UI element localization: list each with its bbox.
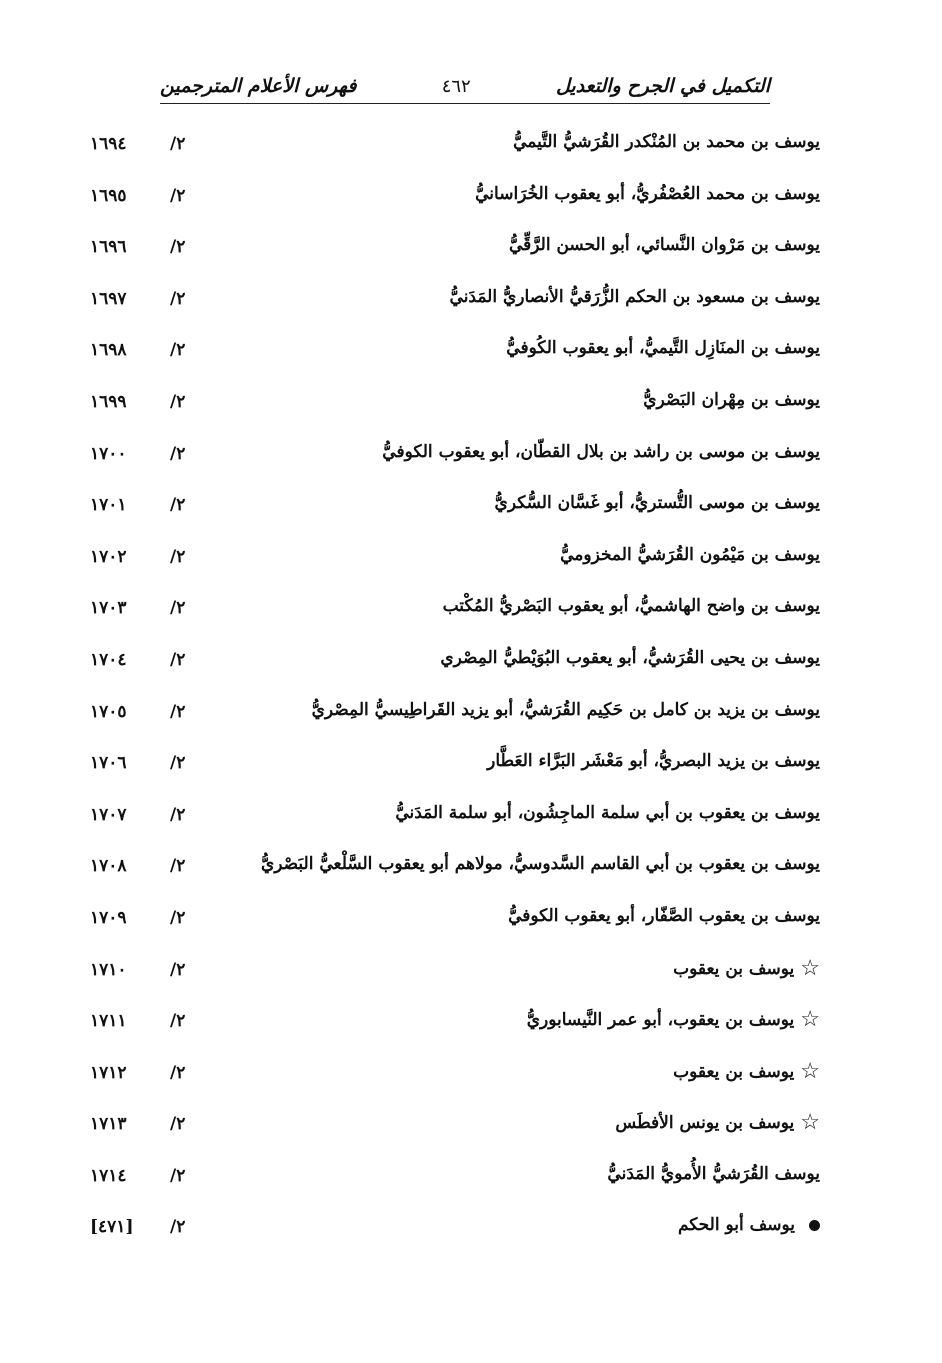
entry-name: [506, 338, 820, 358]
star-icon: ☆: [800, 955, 820, 981]
entry-volume: ٢/: [170, 753, 186, 774]
star-icon: ☆: [800, 1007, 820, 1033]
entry-name-text: يوسف بن يونس الأفطَس: [615, 1113, 795, 1134]
entry-name-text: يوسف بن يعقوب: [673, 958, 795, 979]
entry-name-text: يوسف بن يعقوب: [673, 1061, 795, 1082]
entry-name: [527, 1009, 820, 1031]
entry-volume: ٢/: [170, 856, 186, 877]
entry-name-text: يوسف بن موسى بن راشد بن بلال القطّان، أبو يعقوب الكوفيُّ: [382, 441, 820, 462]
entry-name: [615, 1112, 820, 1134]
index-entry: [80, 644, 830, 696]
index-entry: [80, 438, 830, 490]
entry-name-text: يوسف بن يعقوب بن أبي القاسم السَّدوسيُّ، مولاهم أبو يعقوب السَّلْعيُّ البَصْريُّ: [260, 854, 820, 875]
entry-name: [673, 1058, 820, 1084]
entry-number: ١٧٠٩: [90, 907, 127, 928]
entry-name-text: يوسف أبو الحكم: [677, 1215, 795, 1236]
entry-name: [312, 700, 820, 720]
entry-name: [261, 854, 820, 874]
entry-name-text: يوسف بن يزيد بن كامل بن حَكِيم القُرَشيُّ، أبو يزيد القَراطِيسيُّ المِصْريُّ: [311, 699, 820, 720]
bullet-icon: [809, 1220, 820, 1231]
entry-volume: ٢/: [170, 185, 186, 206]
entry-name: [643, 390, 820, 410]
index-entry: [80, 334, 830, 386]
entry-number: ١٧٠٨: [90, 856, 127, 877]
entry-name: [443, 596, 820, 616]
entry-volume: ٢/: [170, 340, 186, 361]
index-list: [80, 128, 830, 1263]
entry-number: [٤٧١]: [90, 1217, 134, 1238]
entry-volume: ٢/: [170, 1062, 186, 1083]
entry-name-text: يوسف بن مسعود بن الحكم الزُّرَقيُّ الأنصاريُّ المَدَنيُّ: [449, 286, 820, 307]
entry-number: ١٧٠٤: [90, 649, 127, 670]
entry-name-text: يوسف بن المنَازِل التَّيميُّ، أبو يعقوب الكُوفيُّ: [506, 338, 820, 359]
entry-name: [607, 1164, 820, 1184]
entry-volume: ٢/: [170, 1011, 186, 1032]
entry-number: ١٧٠٠: [90, 443, 127, 464]
entry-volume: ٢/: [170, 907, 186, 928]
star-icon: ☆: [800, 1058, 820, 1084]
entry-name-text: يوسف بن مِهْران البَصْريُّ: [643, 389, 820, 410]
entry-name-text: يوسف بن يعقوب بن أبي سلمة الماجِشُون، أبو سلمة المَدَنيُّ: [395, 802, 820, 823]
entry-number: ١٦٩٩: [90, 391, 127, 412]
entry-volume: ٢/: [170, 804, 186, 825]
entry-name: [673, 955, 820, 981]
entry-name: [440, 648, 820, 668]
entry-name-text: يوسف بن واضح الهاشميُّ، أبو يعقوب البَصْريُّ المُكْتب: [442, 596, 820, 617]
entry-number: ١٧١١: [90, 1011, 127, 1032]
index-entry: [80, 592, 830, 644]
index-entry: [80, 799, 830, 851]
index-entry: [80, 386, 830, 438]
entry-name: [560, 545, 820, 565]
entry-name: [513, 132, 820, 152]
entry-name-text: يوسف بن موسى التُّستريُّ، أبو غَسَّان السُّكريُّ: [494, 493, 820, 514]
index-entry: [80, 1211, 830, 1263]
entry-number: ١٧٠٥: [90, 701, 127, 722]
entry-name-text: يوسف بن مَرْوان النَّسائي، أبو الحسن الرَّقِّيُّ: [508, 235, 820, 256]
entry-name-text: يوسف بن محمد بن المُنْكدر القُرَشيُّ التَّيميُّ: [513, 132, 820, 152]
entry-number: ١٧٠١: [90, 495, 127, 516]
index-entry: [80, 541, 830, 593]
entry-name: [678, 1215, 820, 1235]
entry-name: [475, 184, 820, 204]
index-entry: [80, 1160, 830, 1212]
entry-name: [495, 493, 820, 513]
entry-number: ١٧١٤: [90, 1165, 127, 1186]
index-entry: [80, 696, 830, 748]
index-entry: [80, 128, 830, 180]
entry-volume: ٢/: [170, 1217, 186, 1238]
index-entry: [80, 1108, 830, 1160]
entry-volume: ٢/: [170, 1165, 186, 1186]
entry-volume: ٢/: [170, 649, 186, 670]
entry-number: ١٦٩٤: [90, 134, 127, 154]
page-number: ٤٦٢: [441, 76, 471, 97]
entry-number: ١٧١٣: [90, 1114, 127, 1135]
entry-volume: ٢/: [170, 237, 186, 258]
entry-name-text: يوسف بن محمد العُصْفُريُّ، أبو يعقوب الخُرَاسانيُّ: [475, 183, 820, 204]
entry-number: ١٧٠٣: [90, 598, 127, 619]
entry-number: ١٦٩٨: [90, 340, 127, 361]
entry-volume: ٢/: [170, 701, 186, 722]
entry-name: [509, 235, 820, 255]
index-entry: [80, 489, 830, 541]
entry-number: ١٧٠٧: [90, 804, 127, 825]
entry-number: ١٦٩٥: [90, 185, 127, 206]
entry-name: [487, 751, 820, 771]
index-entry: [80, 180, 830, 232]
entry-number: ١٧١٠: [90, 959, 127, 980]
entry-name: [382, 442, 820, 462]
entry-name-text: يوسف بن يعقوب الصَّفّار، أبو يعقوب الكوفيُّ: [508, 905, 820, 926]
entry-volume: ٢/: [170, 959, 186, 980]
index-entry: [80, 747, 830, 799]
entry-name: [395, 803, 820, 823]
entry-number: ١٧٠٢: [90, 546, 127, 567]
index-entry: [80, 850, 830, 902]
running-header: [160, 64, 770, 104]
entry-number: ١٦٩٧: [90, 288, 127, 309]
entry-number: ١٦٩٦: [90, 237, 127, 258]
section-title: فهرس الأعلام المترجمين: [160, 75, 357, 97]
entry-name: [450, 287, 820, 307]
index-entry: [80, 902, 830, 954]
entry-volume: ٢/: [170, 598, 186, 619]
entry-name: [508, 906, 820, 926]
entry-volume: ٢/: [170, 288, 186, 309]
index-entry: [80, 231, 830, 283]
entry-name-text: يوسف بن يعقوب، أبو عمر النَّيسابوريُّ: [526, 1010, 795, 1031]
entry-name-text: يوسف بن يحيى القُرَشيُّ، أبو يعقوب البُوَيْطيُّ المِصْري: [440, 647, 820, 668]
entry-name-text: يوسف القُرَشيُّ الأُمويُّ المَدَنيُّ: [607, 1163, 820, 1184]
index-entry: [80, 283, 830, 335]
entry-volume: ٢/: [170, 134, 186, 154]
index-entry: [80, 1005, 830, 1057]
entry-name-text: يوسف بن يزيد البصريُّ، أبو مَعْشَر البَرَّاء العَطَّار: [487, 751, 820, 772]
entry-volume: ٢/: [170, 1114, 186, 1135]
entry-number: ١٧١٢: [90, 1062, 127, 1083]
index-entry: [80, 1057, 830, 1109]
entry-volume: ٢/: [170, 391, 186, 412]
entry-volume: ٢/: [170, 443, 186, 464]
entry-volume: ٢/: [170, 546, 186, 567]
entry-number: ١٧٠٦: [90, 753, 127, 774]
star-icon: ☆: [800, 1110, 820, 1136]
index-entry: [80, 954, 830, 1006]
book-title: التكميل في الجرح والتعديل: [555, 75, 770, 97]
entry-volume: ٢/: [170, 495, 186, 516]
entry-name-text: يوسف بن مَيْمُون القُرَشيُّ المخزوميُّ: [560, 544, 820, 565]
